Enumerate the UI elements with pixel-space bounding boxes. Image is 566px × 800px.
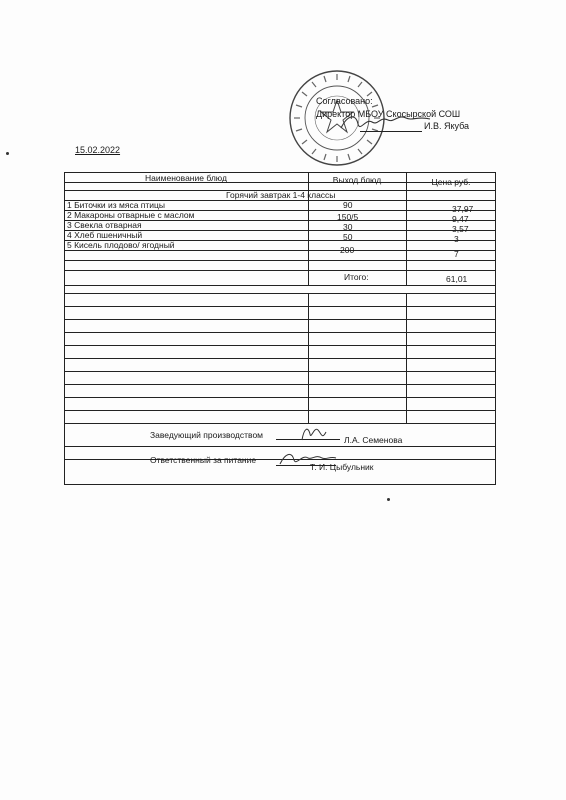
header-price: Цена руб. (431, 177, 471, 187)
row-4-output: 50 (343, 232, 353, 242)
approval-director-name: И.В. Якуба (424, 121, 470, 131)
header-output: Выход блюд (332, 175, 382, 185)
row-2-price: 9,47 (452, 214, 469, 224)
row-3-price: 3,57 (452, 224, 469, 234)
row-2-name: 2 Макароны отварные с маслом (67, 210, 195, 220)
director-signature (336, 110, 436, 134)
total-label: Итого: (344, 272, 369, 282)
row-1-price: 37,97 (452, 204, 474, 214)
approval-title: Согласовано: (316, 96, 373, 106)
row-3-name: 3 Свекла отварная (67, 220, 142, 230)
row-1-name: 1 Биточки из мяса птицы (67, 200, 166, 210)
approval-position: Директор МБОУ Скосырской СОШ (316, 109, 461, 119)
row-4-price: 3 (454, 234, 459, 244)
section-title: Горячий завтрак 1-4 классы (226, 190, 336, 200)
total-value: 61,01 (446, 274, 468, 284)
row-5-name: 5 Кисель плодово/ ягодный (67, 240, 175, 250)
responsible-label: Ответственный за питание (150, 455, 257, 465)
manager-name: Л.А. Семенова (344, 435, 403, 445)
row-5-price: 7 (454, 249, 459, 259)
scan-mark (6, 152, 9, 155)
row-1-output: 90 (343, 200, 353, 210)
row-2-output: 150/5 (337, 212, 359, 222)
manager-signature (296, 422, 332, 444)
row-3-output: 30 (343, 222, 353, 232)
row-5-output: 200 (340, 245, 355, 255)
document-date: 15.02.2022 (75, 145, 121, 155)
row-4-name: 4 Хлеб пшеничный (67, 230, 143, 240)
manager-label: Заведующий производством (150, 430, 264, 440)
responsible-name: Т. И. Цыбульник (310, 462, 374, 472)
header-name: Наименование блюд (145, 173, 227, 183)
scan-mark (387, 498, 390, 501)
